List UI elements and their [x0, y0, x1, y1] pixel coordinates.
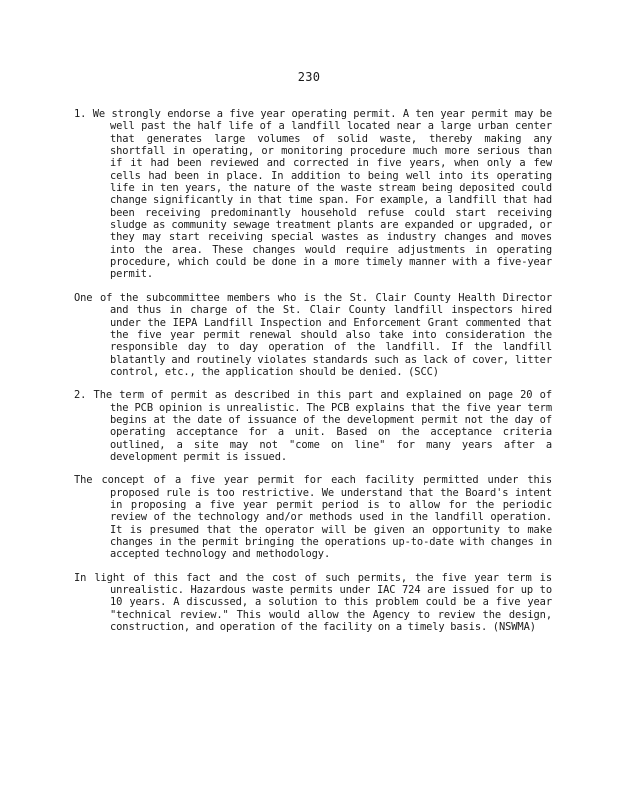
page-number: 230 [297, 70, 321, 84]
paragraph-scc-health-director [74, 292, 552, 378]
paragraph-text: In light of this fact and the cost of such permits, the five year term is unrealistic. Hazardous waste permits under IAC 724 are issued for up to 10 years. A discussed, a solution to this problem could be a five year "technical review." This would allow the Agency to review the design, construction, and operation of the facility on a timely basis. (NSWMA) [74, 571, 552, 634]
paragraph-five-year-concept [74, 474, 552, 560]
paragraph-item-1-scc [74, 108, 552, 281]
paragraph-text: The concept of a five year permit for each facility permitted under this proposed rule is too restrictive. We understand that the Board's intent in proposing a five year permit period is to allow for the periodic review of the technology and/or methods used in the landfill operation. It is presumed that the operator will be given an opportunity to make changes in the permit bringing the operations up-to-date with changes in accepted technology and methodology. [74, 474, 552, 561]
paragraph-text: One of the subcommittee members who is the St. Clair County Health Director and thus in charge of the St. Clair County landfill inspectors hired under the IEPA Landfill Inspection and Enforcement Grant commented that the five year permit renewal should also take into consideration the responsible day to day operation of the landfill. If the landfill blatantly and routinely violates standards such as lack of cover, litter control, etc., the application should be denied. (SCC) [74, 291, 552, 378]
paragraph-text: 1. We strongly endorse a five year operating permit. A ten year permit may be well past the half life of a landfill located near a large urban center that generates large volumes of solid waste, thereby making any shortfall in operating, or monitoring procedure much more serious than if it had been reviewed and corrected in five years, when only a few cells had been in place. In addition to being well into its operating life in ten years, the nature of the waste stream being deposited could change significantly in that time span. For example, a landfill that had been receiving predominantly household refuse could start receiving sludge as community sewage treatment plants are expanded or upgraded, or they may start receiving special wastes as industry changes and moves into the area. These changes would require adjustments in operating procedure, which could be done in a more timely manner with a five-year permit. [74, 108, 552, 281]
paragraph-nswma-cost [74, 572, 552, 634]
paragraph-item-2-pcb-term [74, 389, 552, 463]
paragraph-text: 2. The term of permit as described in this part and explained on page 20 of the PCB opinion is unrealistic. The PCB explains that the five year term begins at the date of issuance of the development permit not the day of operating acceptance for a unit. Based on the acceptance criteria outlined, a site may not "come on line" for many years after a development permit is issued. [74, 389, 552, 463]
body-text [74, 108, 552, 644]
